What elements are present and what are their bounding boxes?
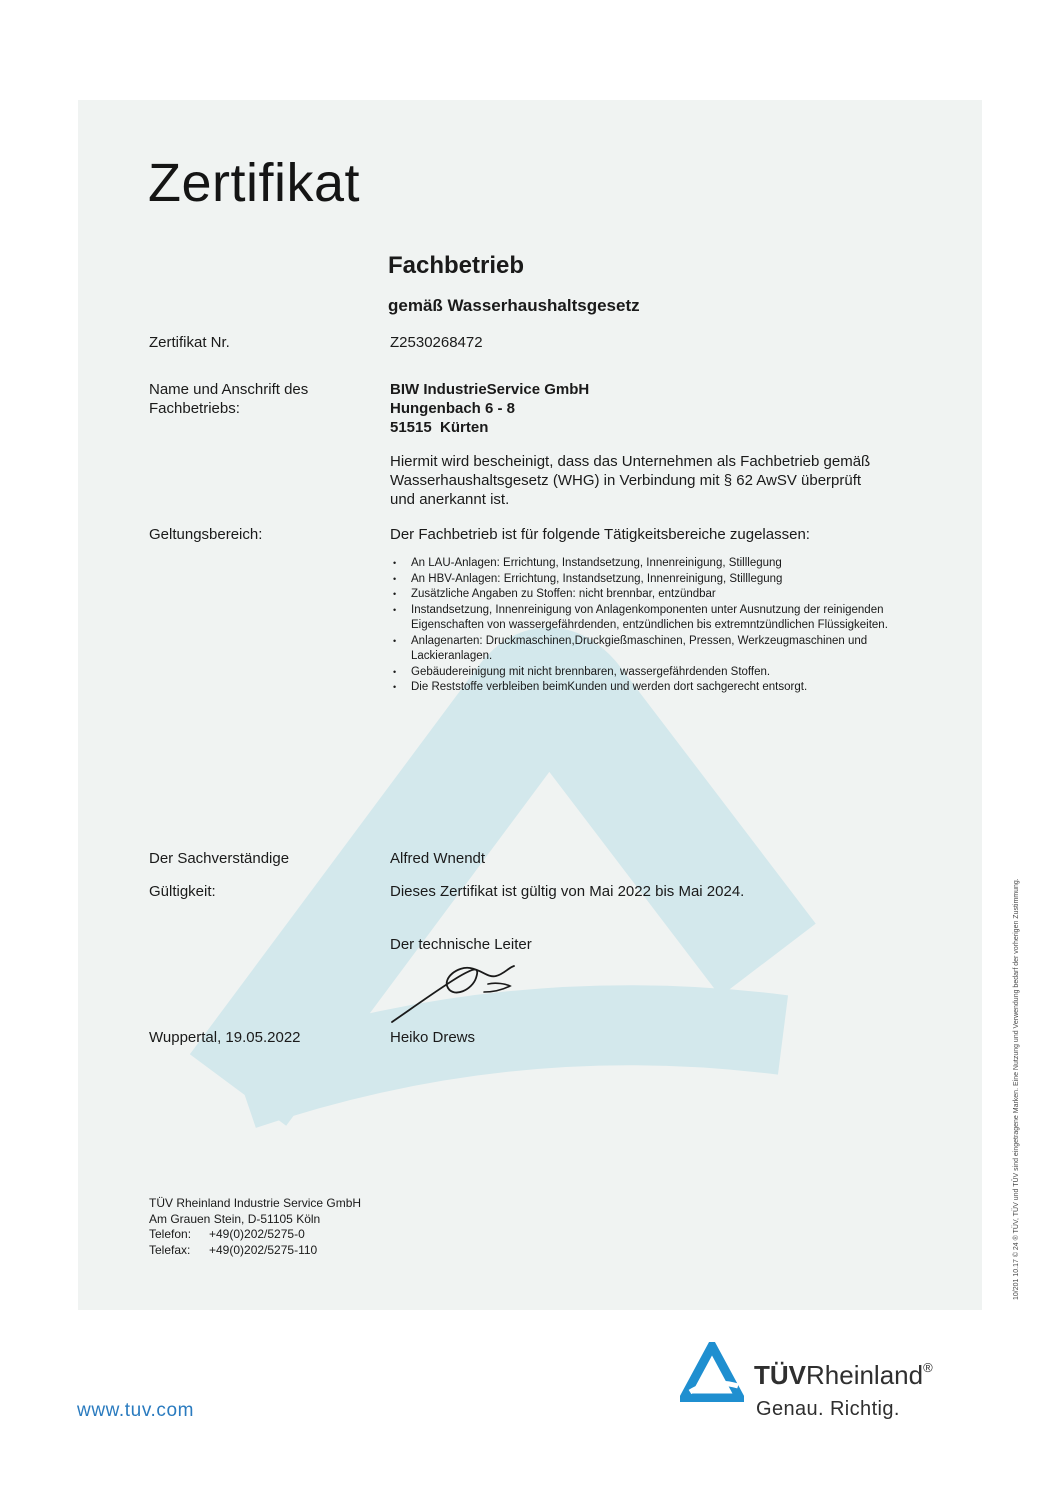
certificate-number: Z2530268472 xyxy=(390,334,483,351)
footer-phone: +49(0)202/5275-0 xyxy=(209,1227,305,1241)
company-label-line1: Name und Anschrift des xyxy=(149,381,309,398)
scope-item: • An HBV-Anlagen: Errichtung, Instandsetzung, Innenreinigung, Stilllegung xyxy=(392,572,912,588)
expert-label: Der Sachverständige xyxy=(149,850,290,867)
place-date: Wuppertal, 19.05.2022 xyxy=(149,1029,301,1046)
technical-lead-label: Der technische Leiter xyxy=(390,936,532,953)
footer-fax: +49(0)202/5275-110 xyxy=(209,1242,318,1257)
brand-slogan: Genau. Richtig. xyxy=(756,1398,900,1420)
brand-name xyxy=(754,1360,933,1391)
tuv-triangle-logo-icon xyxy=(680,1342,744,1402)
footer-company: TÜV Rheinland Industrie Service GmbH xyxy=(149,1196,362,1210)
validity-label: Gültigkeit: xyxy=(149,883,216,900)
footer-address-block xyxy=(149,1196,361,1258)
validity-value: Dieses Zertifikat ist gültig von Mai 2022 bis Mai 2024. xyxy=(390,883,745,900)
scope-intro: Der Fachbetrieb ist für folgende Tätigkeitsbereiche zugelassen: xyxy=(390,526,810,543)
scope-item: • An LAU-Anlagen: Errichtung, Instandsetzung, Innenreinigung, Stilllegung xyxy=(392,556,912,572)
company-city: 51515 Kürten xyxy=(390,419,489,436)
triangle-watermark xyxy=(78,100,982,1310)
certificate-number-label: Zertifikat Nr. xyxy=(149,334,230,351)
scope-item: • Die Reststoffe verbleiben beimKunden und werden dort sachgerecht entsorgt. xyxy=(392,680,912,696)
expert-name: Alfred Wnendt xyxy=(390,850,486,867)
scope-list xyxy=(392,556,912,696)
registered-mark: ® xyxy=(923,1360,933,1375)
footer-address: Am Grauen Stein, D-51105 Köln xyxy=(149,1211,321,1226)
footer-phone-row xyxy=(149,1227,361,1243)
brand-name-rest: Rheinland xyxy=(806,1360,924,1390)
signature-image xyxy=(388,958,528,1028)
company-street: Hungenbach 6 - 8 xyxy=(390,400,516,417)
document-heading: Fachbetrieb xyxy=(388,252,525,279)
scope-item: • Anlagenarten: Druckmaschinen,Druckgießmaschinen, Pressen, Werkzeugmaschinen und Lackieranlagen. xyxy=(392,634,912,665)
footer-fax-row xyxy=(149,1243,361,1259)
trademark-side-note: 10/201 10.17 © 24 ® TÜV, TÜV und TÜV sind eingetragene Marken. Eine Nutzung und Verwendung bedarf der vorherigen Zustimmung. xyxy=(1013,878,1020,1300)
footer-phone-label: Telefon: xyxy=(149,1227,192,1241)
scope-item: • Instandsetzung, Innenreinigung von Anlagenkomponenten unter Ausnutzung der reinigenden Eigenschaften von wassergefährdenden, entzündlichen bis extremntzündlichen Flüssigkeiten. xyxy=(392,603,912,634)
website-link[interactable]: www.tuv.com xyxy=(77,1400,195,1421)
certificate-background xyxy=(78,100,982,1310)
certification-statement: Hiermit wird bescheinigt, dass das Unternehmen als Fachbetrieb gemäß Wasserhaushaltsgesetz (WHG) in Verbindung mit § 62 AwSV überprüft und anerkannt ist. xyxy=(390,453,871,508)
company-label-line2: Fachbetriebs: xyxy=(149,400,240,417)
footer-fax-label: Telefax: xyxy=(149,1242,191,1257)
scope-label: Geltungsbereich: xyxy=(149,526,263,543)
scope-item: • Zusätzliche Angaben zu Stoffen: nicht brennbar, entzündbar xyxy=(392,587,912,603)
scope-item: • Gebäudereinigung mit nicht brennbaren, wassergefährdenden Stoffen. xyxy=(392,665,912,681)
company-name: BIW IndustrieService GmbH xyxy=(390,381,590,398)
brand-name-bold: TÜV xyxy=(754,1360,806,1390)
document-subheading: gemäß Wasserhaushaltsgesetz xyxy=(388,296,640,315)
signatory-name: Heiko Drews xyxy=(390,1029,476,1046)
document-title: Zertifikat xyxy=(148,153,361,213)
